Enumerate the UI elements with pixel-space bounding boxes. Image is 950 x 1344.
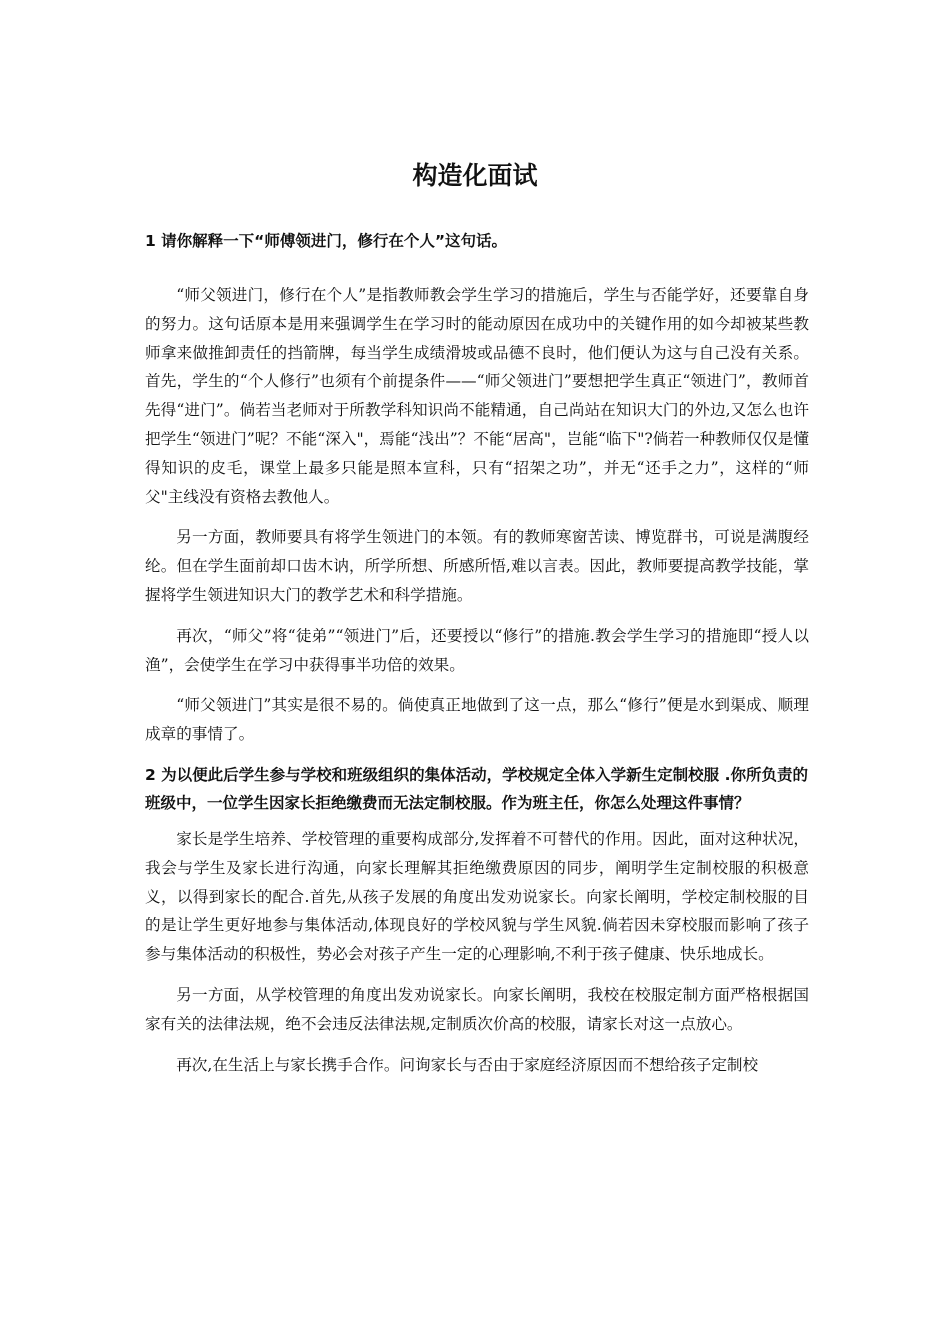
question-2-paragraph-3: 再次,在生活上与家长携手合作。问询家长与否由于家庭经济原因而不想给孩子定制校 xyxy=(176,1055,759,1074)
document-title: 构造化面试 xyxy=(412,161,538,190)
document-body xyxy=(145,227,809,1091)
question-1-paragraph-3: 再次，“师父”将“徒弟”“领进门”后，还要授以“修行”的措施.教会学生学习的措施即“授人以渔”，会使学生在学习中获得事半功倍的效果。 xyxy=(145,626,809,674)
question-1-heading: 1 请你解释一下“师傅领进门，修行在个人”这句话。 xyxy=(145,232,508,250)
question-2-heading: 2 为以便此后学生参与学校和班级组织的集体活动，学校规定全体入学新生定制校服 .你所负责的班级中，一位学生因家长拒绝缴费而无法定制校服。作为班主任，你怎么处理这件事情？ xyxy=(145,765,808,812)
question-1-paragraph-1: “师父领进门，修行在个人”是指教师教会学生学习的措施后，学生与否能学好，还要靠自身的努力。这句话原本是用来强调学生在学习时的能动原因在成功中的关键作用的如今却被某些教师拿来做推卸责任的挡箭牌，每当学生成绩滑坡或品德不良时，他们便认为这与自己没有关系。首先，学生的“个人修行”也须有个前提条件——“师父领进门”要想把学生真正“领进门”，教师首先得“进门”。倘若当老师对于所教学科知识尚不能精通，自己尚站在知识大门的外边,又怎么也许把学生“领进门”呢？不能“深入"，焉能“浅出”？不能“居高"，岂能“临下"?倘若一种教师仅仅是懂得知识的皮毛，课堂上最多只能是照本宣科，只有“招架之功”，并无“还手之力”，这样的“师父"主线没有资格去教他人。 xyxy=(145,286,809,506)
question-1-paragraph-4: “师父领进门”其实是很不易的。倘使真正地做到了这一点，那么“修行”便是水到渠成、顺理成章的事情了。 xyxy=(145,696,809,744)
question-1-paragraph-2: 另一方面，教师要具有将学生领进门的本领。有的教师寒窗苦读、博览群书，可说是满腹经纶。但在学生面前却口齿木讷，所学所想、所感所悟,难以言表。因此，教师要提高教学技能，掌握将学生领进知识大门的教学艺术和科学措施。 xyxy=(145,528,809,604)
question-2-paragraph-1: 家长是学生培养、学校管理的重要构成部分,发挥着不可替代的作用。因此，面对这种状况，我会与学生及家长进行沟通，向家长理解其拒绝缴费原因的同步，阐明学生定制校服的积极意义，以得到家长的配合.首先,从孩子发展的角度出发劝说家长。向家长阐明，学校定制校服的目的是让学生更好地参与集体活动,体现良好的学校风貌与学生风貌.倘若因未穿校服而影响了孩子参与集体活动的积极性，势必会对孩子产生一定的心理影响,不利于孩子健康、快乐地成长。 xyxy=(145,829,809,964)
question-2-paragraph-2: 另一方面，从学校管理的角度出发劝说家长。向家长阐明，我校在校服定制方面严格根据国家有关的法律法规，绝不会违反法律法规,定制质次价高的校服，请家长对这一点放心。 xyxy=(145,985,809,1033)
